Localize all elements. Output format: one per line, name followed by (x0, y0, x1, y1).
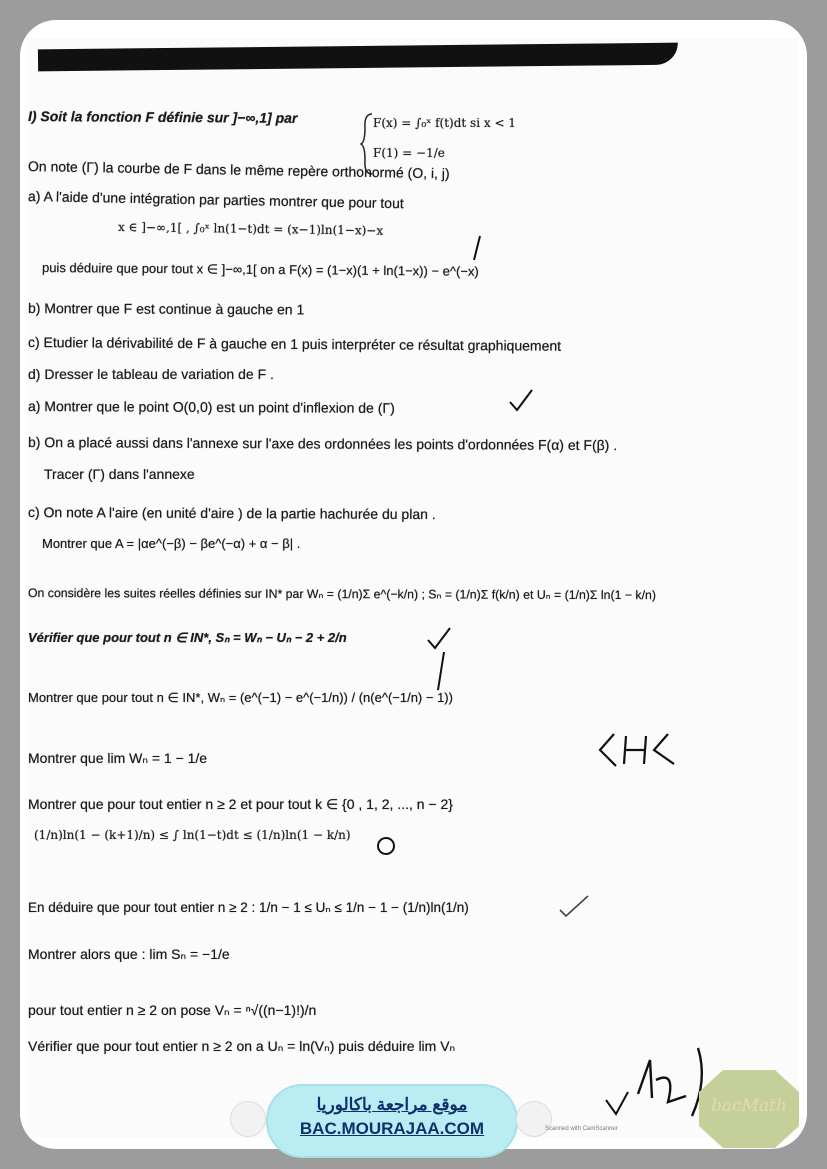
doc-line: Montrer que lim Wₙ = 1 − 1/e (28, 750, 208, 766)
handwritten-note-icon (602, 1040, 712, 1120)
doc-line: d) Dresser le tableau de variation de F . (28, 366, 274, 382)
handwritten-note-icon (594, 730, 684, 770)
doc-line: I) Soit la fonction F définie sur ]−∞,1] par (28, 108, 298, 126)
site-name-arabic[interactable]: موقع مراجعة باكالوريا (316, 1095, 468, 1114)
doc-line: F(x) = ∫₀ˣ f(t)dt si x < 1 (373, 116, 516, 130)
doc-line: b) Montrer que F est continue à gauche en 1 (28, 300, 305, 318)
scan-edge-shadow (38, 43, 678, 72)
doc-line: Montrer que pour tout n ∈ IN*, Wₙ = (e^(−1) − e^(−1/n)) / (n(e^(−1/n) − 1)) (28, 690, 453, 705)
scanned-paper (28, 38, 798, 1138)
site-url-link[interactable]: BAC.MOURAJAA.COM (299, 1119, 485, 1138)
doc-line: Montrer que A = |αe^(−β) − βe^(−α) + α − β| . (42, 536, 301, 551)
site-banner[interactable] (268, 1086, 516, 1156)
doc-line: Montrer que pour tout entier n ≥ 2 et pour tout k ∈ {0 , 1, 2, ..., n − 2} (28, 796, 453, 812)
doc-line: c) Etudier la dérivabilité de F à gauche en 1 puis interpréter ce résultat graphiquement (28, 334, 562, 354)
check-mark-icon (508, 388, 534, 414)
doc-line: Montrer alors que : lim Sₙ = −1/e (28, 946, 230, 962)
doc-line: b) On a placé aussi dans l'annexe sur l'axe des ordonnées les points d'ordonnées F(α) et F(β) . (28, 434, 618, 454)
doc-line: F(1) = −1/e (373, 146, 445, 160)
doc-line: x ∈ ]−∞,1[ , ∫₀ˣ ln(1−t)dt = (x−1)ln(1−x)−x (117, 220, 384, 238)
document-sheet (20, 20, 807, 1149)
check-mark-icon (424, 626, 470, 696)
doc-line: c) On note A l'aire (en unité d'aire ) de la partie hachurée du plan . (28, 504, 436, 523)
doc-line: puis déduire que pour tout x ∈ ]−∞,1[ on a F(x) = (1−x)(1 + ln(1−x)) − e^(−x) (41, 260, 479, 279)
scanner-watermark: Scanned with CamScanner (545, 1126, 618, 1132)
check-mark-icon (558, 892, 592, 922)
doc-line: Vérifier que pour tout n ∈ IN*, Sₙ = Wₙ − Uₙ − 2 + 2/n (28, 630, 347, 645)
badge-text: bacMath (711, 1096, 787, 1116)
doc-line: En déduire que pour tout entier n ≥ 2 : 1/n − 1 ≤ Uₙ ≤ 1/n − 1 − (1/n)ln(1/n) (28, 900, 469, 915)
doc-line: pour tout entier n ≥ 2 on pose Vₙ = ⁿ√((n−1)!)/n (28, 1002, 317, 1018)
doc-line: On considère les suites réelles définies sur IN* par Wₙ = (1/n)Σ e^(−k/n) ; Sₙ = (1/n)Σ f(k/n) et Uₙ = (1/n)Σ ln(1 − k/n) (28, 586, 656, 603)
doc-line: Tracer (Γ) dans l'annexe (44, 466, 195, 482)
doc-line: a) A l'aide d'une intégration par parties montrer que pour tout (28, 188, 404, 212)
bacmath-badge (697, 1068, 801, 1150)
logo-icon (230, 1101, 266, 1137)
doc-line: Vérifier que pour tout entier n ≥ 2 on a Uₙ = ln(Vₙ) puis déduire lim Vₙ (28, 1038, 456, 1054)
doc-line: a) Montrer que le point O(0,0) est un point d'inflexion de (Γ) (28, 398, 395, 416)
doc-line: On note (Γ) la courbe de F dans le même repère orthonormé (O, i, j) (28, 158, 450, 182)
circle-mark-icon (374, 834, 398, 858)
check-mark-icon (468, 234, 488, 264)
doc-line: (1/n)ln(1 − (k+1)/n) ≤ ∫ ln(1−t)dt ≤ (1/n)ln(1 − k/n) (34, 828, 351, 842)
